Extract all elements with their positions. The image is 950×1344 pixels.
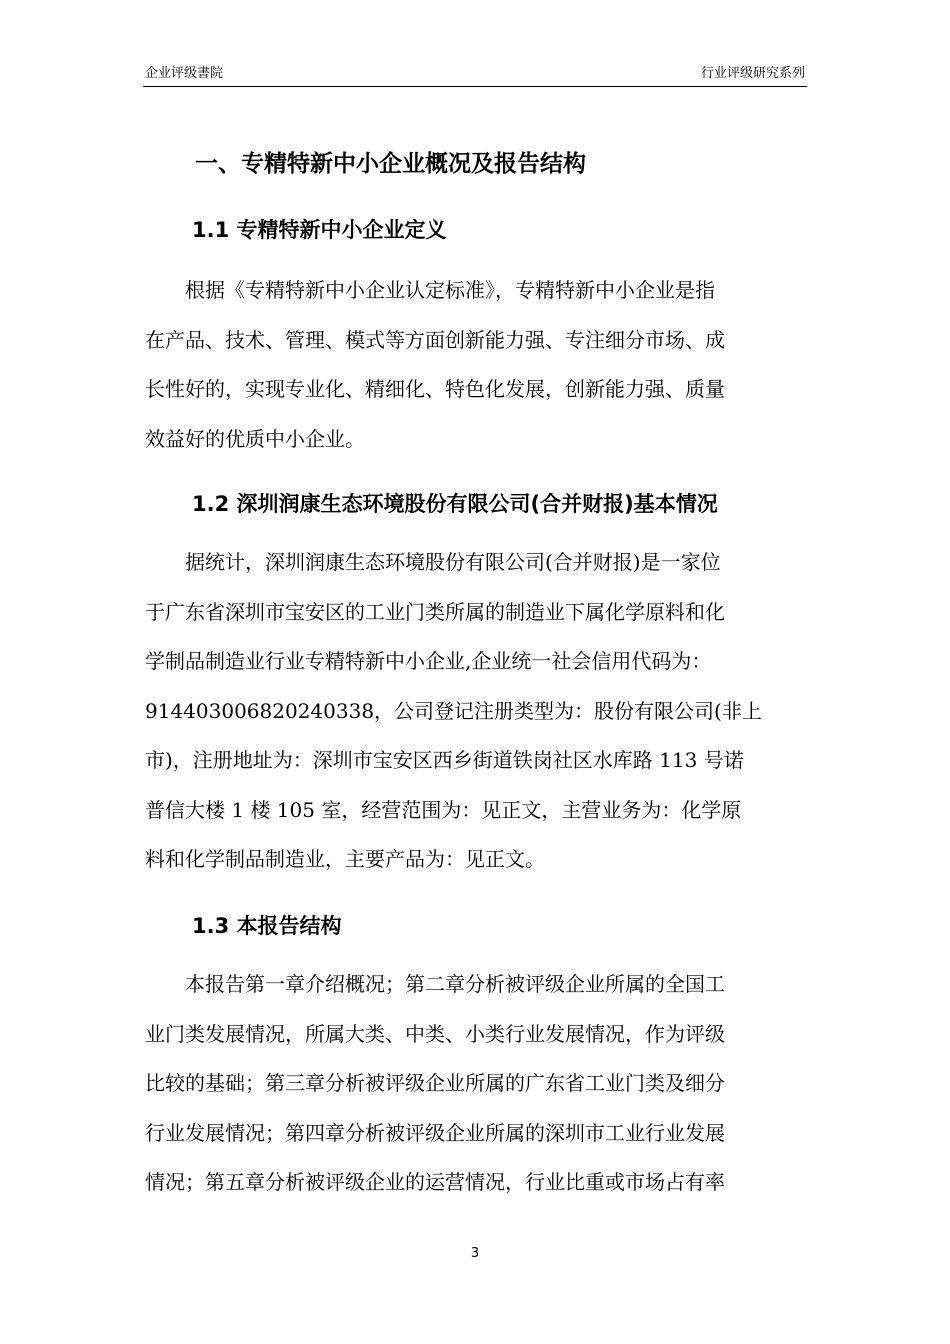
section-title: 一、专精特新中小企业概况及报告结构 <box>195 151 586 177</box>
header-left-title: 企业评级書院 <box>145 66 224 81</box>
paragraph-line: 在产品、技术、管理、模式等方面创新能力强、专注细分市场、成 <box>145 327 725 352</box>
subsection-3-title: 1.3 本报告结构 <box>192 914 342 938</box>
paragraph-line: 于广东省深圳市宝安区的工业门类所属的制造业下属化学原料和化 <box>145 599 725 624</box>
paragraph-line: 行业发展情况；第四章分析被评级企业所属的深圳市工业行业发展 <box>145 1120 725 1145</box>
paragraph-line: 业门类发展情况，所属大类、中类、小类行业发展情况，作为评级 <box>145 1021 725 1046</box>
paragraph-line: 效益好的优质中小企业。 <box>145 426 365 451</box>
paragraph-line: 比较的基础；第三章分析被评级企业所属的广东省工业门类及细分 <box>145 1071 725 1095</box>
paragraph-line: 据统计，深圳润康生态环境股份有限公司(合并财报)是一家位 <box>145 550 721 574</box>
paragraph-line: 普信大楼 1 楼 105 室，经营范围为：见正文，主营业务为：化学原 <box>145 797 742 822</box>
subsection-3-paragraph <box>145 960 805 1208</box>
header-right-title: 行业评级研究系列 <box>700 66 805 81</box>
paragraph-line: 根据《专精特新中小企业认定标准》，专精特新中小企业是指 <box>145 278 715 302</box>
paragraph-line: 市)，注册地址为：深圳市宝安区西乡街道铁岗社区水库路 113 号诺 <box>145 748 744 772</box>
page-header <box>143 62 807 87</box>
subsection-1-title: 1.1 专精特新中小企业定义 <box>192 218 447 242</box>
paragraph-line: 情况；第五章分析被评级企业的运营情况，行业比重或市场占有率 <box>145 1170 725 1194</box>
subsection-2-paragraph <box>145 538 805 885</box>
subsection-2-title: 1.2 深圳润康生态环境股份有限公司(合并财报)基本情况 <box>192 492 718 516</box>
paragraph-line: 长性好的，实现专业化、精细化、特色化发展，创新能力强、质量 <box>145 377 725 401</box>
paragraph-line: 学制品制造业行业专精特新中小企业,企业统一社会信用代码为： <box>145 649 712 673</box>
paragraph-line: 本报告第一章介绍概况；第二章分析被评级企业所属的全国工 <box>145 972 725 996</box>
paragraph-line: 914403006820240338，公司登记注册类型为：股份有限公司(非上 <box>145 698 762 723</box>
subsection-1-paragraph <box>145 266 805 464</box>
paragraph-line: 料和化学制品制造业，主要产品为：见正文。 <box>145 847 545 871</box>
page-number: 3 <box>470 1246 480 1261</box>
